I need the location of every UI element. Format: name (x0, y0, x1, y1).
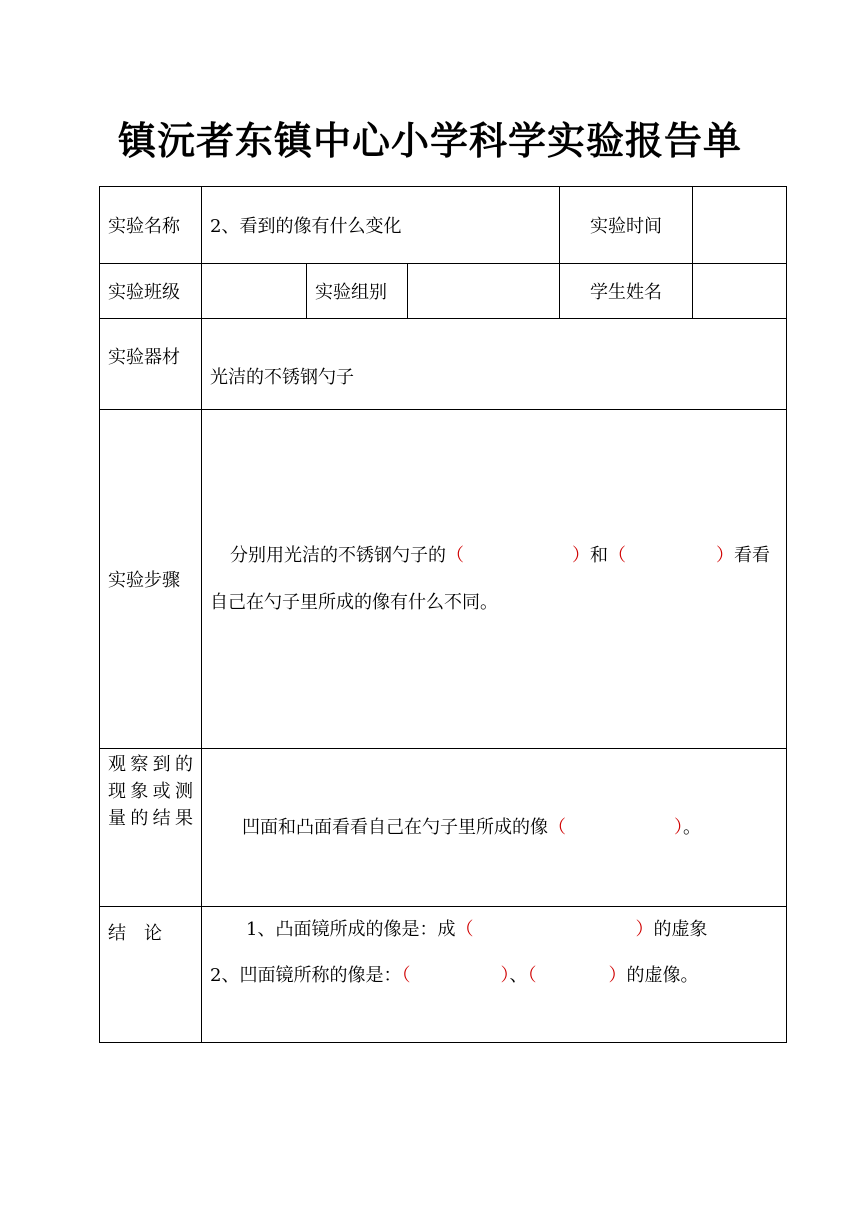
conclusion-line-2 (210, 953, 778, 999)
experiment-report-table (99, 186, 787, 1043)
experiment-name-value[interactable]: 2、看到的像有什么变化 (202, 187, 560, 264)
observation-line (210, 813, 778, 839)
row-steps (100, 410, 787, 749)
student-name-label: 学生姓名 (560, 264, 693, 319)
row-class-group-student (100, 264, 787, 319)
row-observation (100, 749, 787, 907)
steps-text-2: 和 (590, 545, 608, 566)
observation-end: 。 (683, 816, 701, 838)
observation-text: 凹面和凸面看看自己在勺子里所成的像 (242, 816, 548, 838)
experiment-class-label: 实验班级 (100, 264, 202, 319)
steps-label: 实验步骤 (100, 410, 202, 749)
experiment-class-value[interactable] (202, 264, 307, 319)
experiment-time-value[interactable] (693, 187, 787, 264)
equipment-value: 光洁的不锈钢勺子 (210, 367, 354, 388)
steps-line-2: 自己在勺子里所成的像有什么不同。 (210, 592, 498, 613)
steps-line-1 (210, 532, 778, 579)
steps-content[interactable] (202, 410, 787, 749)
equipment-label-text: 实验器材 (108, 347, 180, 368)
experiment-time-label: 实验时间 (560, 187, 693, 264)
conclusion-1-end: 的虚象 (653, 919, 708, 940)
conclusion-2-text: 2、凹面镜所称的像是： (210, 965, 402, 986)
experiment-group-label: 实验组别 (307, 264, 408, 319)
row-equipment (100, 319, 787, 410)
conclusion-2-end: 的虚像。 (626, 965, 699, 986)
observation-blank: （ ） (548, 816, 683, 838)
row-conclusion (100, 907, 787, 1043)
conclusion-content[interactable] (202, 907, 787, 1043)
steps-text-1: 分别用光洁的不锈钢勺子的 (230, 545, 446, 566)
observation-label: 观察到的现象或测量的结果 (100, 749, 202, 907)
row-experiment-name (100, 187, 787, 264)
conclusion-label: 结 论 (100, 907, 202, 1043)
equipment-label (100, 319, 202, 410)
conclusion-2-blank-a: （ ） (401, 965, 510, 986)
steps-blank-2: （ ） (608, 545, 734, 566)
conclusion-1-blank: （ ） (455, 919, 654, 940)
steps-text-3: 看看 (734, 545, 770, 566)
page-title: 镇沅者东镇中心小学科学实验报告单 (117, 119, 742, 163)
experiment-name-label: 实验名称 (100, 187, 202, 264)
student-name-value[interactable] (693, 264, 787, 319)
experiment-group-value[interactable] (408, 264, 560, 319)
conclusion-2-sep: 、 (509, 965, 528, 986)
equipment-value-cell[interactable] (202, 319, 787, 410)
conclusion-1-text: 1、凸面镜所成的像是：成 (246, 919, 456, 940)
observation-content[interactable] (202, 749, 787, 907)
conclusion-2-blank-b: （ ） (527, 965, 627, 986)
steps-blank-1: （ ） (446, 545, 590, 566)
conclusion-line-1 (210, 907, 778, 953)
